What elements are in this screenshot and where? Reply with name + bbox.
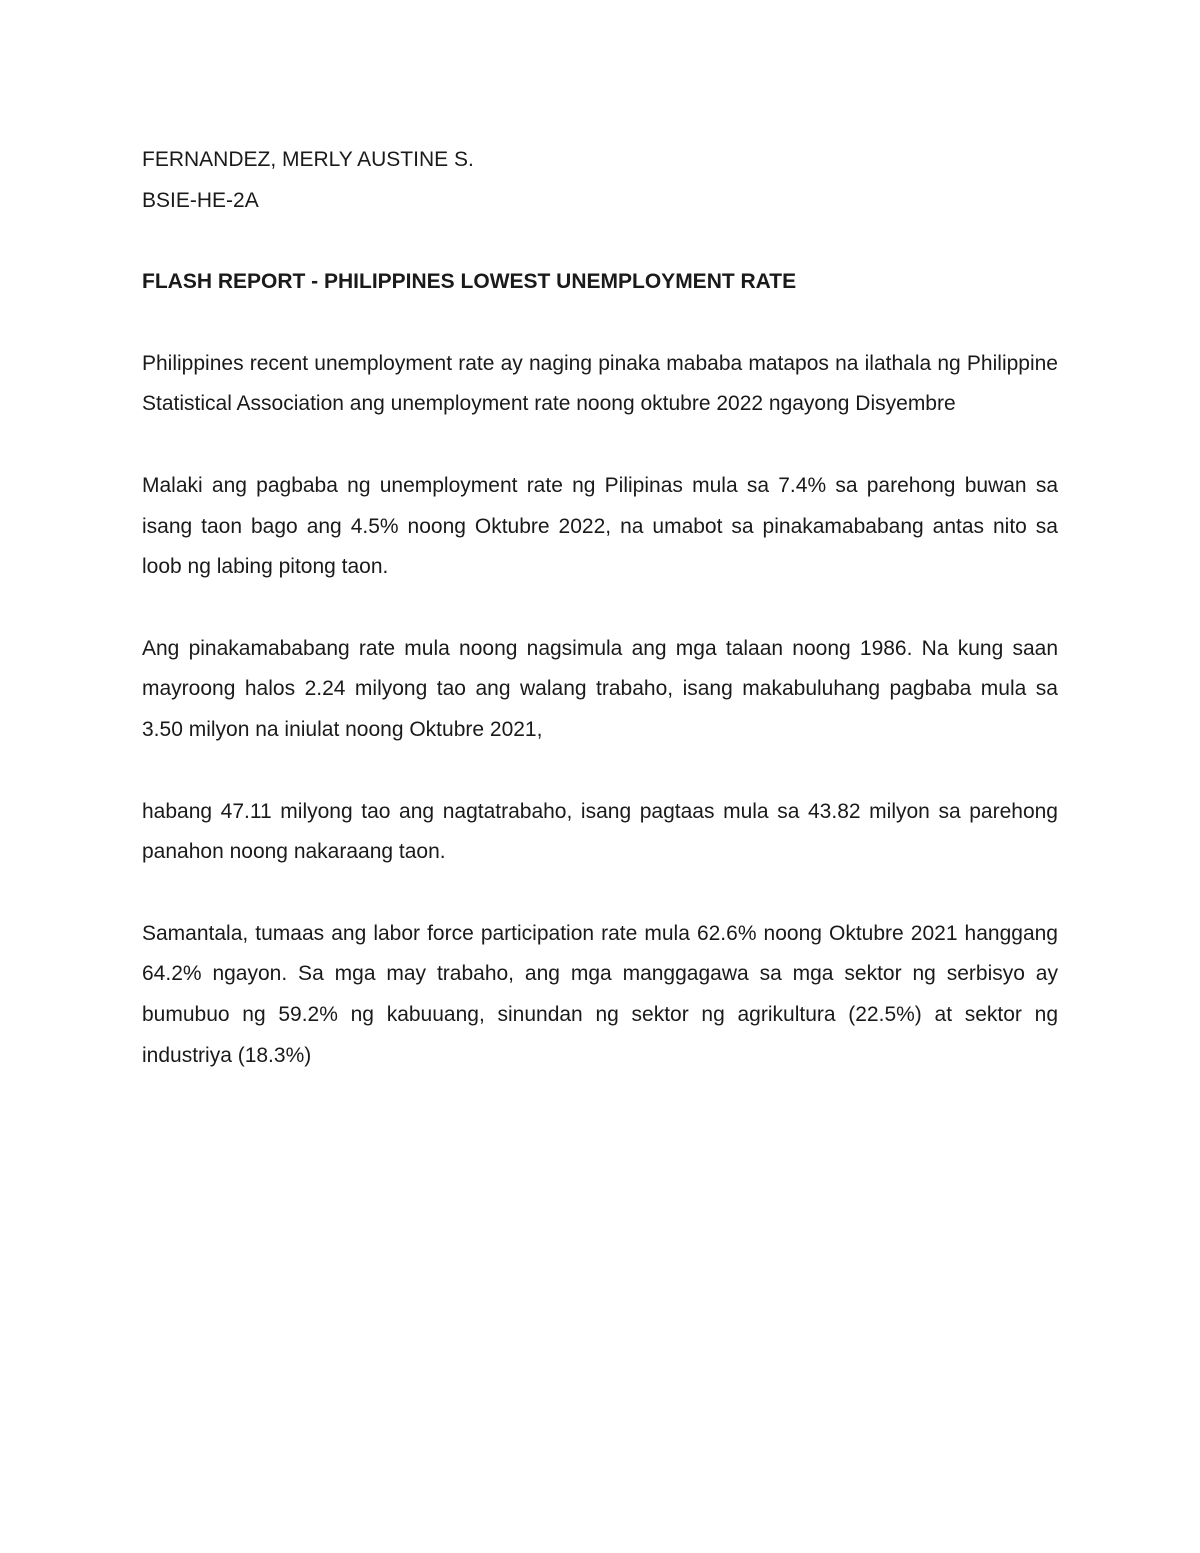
paragraph: habang 47.11 milyong tao ang nagtatrabaho, isang pagtaas mula sa 43.82 milyon sa parehong panahon noong nakaraang taon. xyxy=(142,799,1058,864)
report-title: FLASH REPORT - PHILIPPINES LOWEST UNEMPLOYMENT RATE xyxy=(142,270,797,294)
paragraph: Samantala, tumaas ang labor force participation rate mula 62.6% noong Oktubre 2021 hanggang 64.2% ngayon. Sa mga may trabaho, ang mga manggagawa sa mga sektor ng serbisyo ay bumubuo ng 59.2% ng kabuuang, sinundan ng sektor ng agrikultura (22.5%) at sektor ng industriya (18.3%) xyxy=(142,921,1058,1067)
document-body xyxy=(142,140,1058,1076)
paragraph: Ang pinakamababang rate mula noong nagsimula ang mga talaan noong 1986. Na kung saan mayroong halos 2.24 milyong tao ang walang trabaho, isang makabuluhang pagbaba mula sa 3.50 milyon na iniulat noong Oktubre 2021, xyxy=(142,636,1058,741)
paragraph: Philippines recent unemployment rate ay naging pinaka mababa matapos na ilathala ng Philippine Statistical Association ang unemployment rate noong oktubre 2022 ngayong Disyembre xyxy=(142,351,1058,416)
author-section: BSIE-HE-2A xyxy=(142,188,259,212)
paragraph: Malaki ang pagbaba ng unemployment rate ng Pilipinas mula sa 7.4% sa parehong buwan sa isang taon bago ang 4.5% noong Oktubre 2022, na umabot sa pinakamababang antas nito sa loob ng labing pitong taon. xyxy=(142,473,1058,579)
author-name: FERNANDEZ, MERLY AUSTINE S. xyxy=(142,148,474,171)
